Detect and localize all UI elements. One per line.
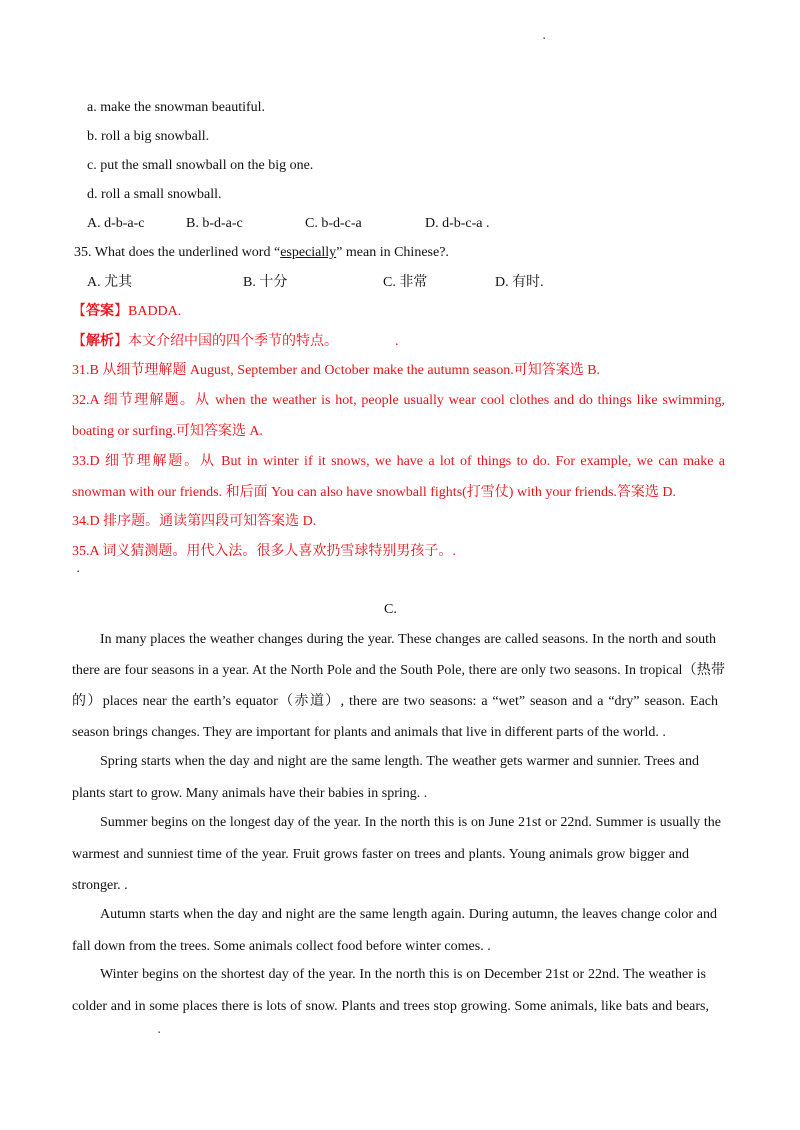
- analysis-text: 本文介绍中国的四个季节的特点。: [128, 334, 338, 349]
- q34-option-d-text: D. d-b-c-a: [425, 216, 483, 231]
- answer-bracket-right: 】: [114, 304, 128, 319]
- q35-question: [74, 244, 449, 262]
- paragraph-3-line-1: Summer begins on the longest day of the year. In the north this is on June 21st or 22nd. Summer is usually the: [100, 815, 721, 830]
- q34-step-c: c. put the small snowball on the big one.: [87, 158, 314, 173]
- explanation-34: 34.D 排序题。通读第四段可知答案选 D.: [72, 514, 317, 529]
- explanation-31: 31.B 从细节理解题 August, September and October make the autumn season.可知答案选 B.: [72, 363, 601, 378]
- paragraph-5-line-2: colder and in some places there is lots of snow. Plants and trees stop growing. Some animals, like bats and bears,: [72, 999, 709, 1014]
- paragraph-5-line-1: Winter begins on the shortest day of the year. In the north this is on December 21st or 22nd. The weather is: [100, 967, 706, 982]
- paragraph-1-line-3: 的）places near the earth’s equator（赤道）, there are two seasons: a “wet” season and a “dry” season. Each: [72, 694, 718, 709]
- answer-label: 答案: [86, 304, 114, 319]
- analysis-label: 解析: [86, 334, 114, 349]
- answer-line: [72, 303, 181, 321]
- analysis-tail: .: [395, 334, 399, 349]
- explanation-33-line-1: 33.D 细节理解题。从 But in winter if it snows, we have a lot of things to do. For example, we can make a: [72, 454, 725, 469]
- paragraph-3-line-3: stronger. .: [72, 878, 128, 893]
- analysis-bracket-right: 】: [114, 334, 128, 349]
- q34-option-d: [425, 215, 490, 233]
- passage-title: C.: [384, 602, 397, 617]
- q35-suffix: ” mean in Chinese?.: [336, 245, 449, 260]
- explanation-32-line-1: 32.A 细节理解题。从 when the weather is hot, people usually wear cool clothes and do things like swimming,: [72, 393, 725, 408]
- answer-bracket-left: 【: [72, 304, 86, 319]
- q34-step-a: a. make the snowman beautiful.: [87, 100, 266, 115]
- paragraph-4-line-1: Autumn starts when the day and night are the same length again. During autumn, the leaves change color and: [100, 907, 717, 922]
- paragraph-2-line-1: Spring starts when the day and night are the same length. The weather gets warmer and sunnier. Trees and: [100, 754, 699, 769]
- q34-step-b: b. roll a big snowball.: [87, 129, 210, 144]
- q34-option-c: C. b-d-c-a: [305, 216, 362, 231]
- q35-option-a: A. 尤其: [87, 275, 133, 290]
- paragraph-1-line-2: there are four seasons in a year. At the North Pole and the South Pole, there are only two seasons. In tropical（热带: [72, 663, 725, 678]
- q35-option-b: B. 十分: [243, 275, 288, 290]
- paragraph-3-line-2: warmest and sunniest time of the year. Fruit grows faster on trees and plants. Young animals grow bigger and: [72, 847, 689, 862]
- paragraph-4-line-2: fall down from the trees. Some animals collect food before winter comes. .: [72, 939, 491, 954]
- explanation-33-line-2: snowman with our friends. 和后面 You can also have snowball fights(打雪仗) with your friends.答案选 D.: [72, 485, 677, 500]
- answer-value: BADDA.: [128, 304, 182, 319]
- analysis-bracket-left: 【: [72, 334, 86, 349]
- paragraph-1-line-4: season brings changes. They are important for plants and animals that live in different parts of the world. .: [72, 725, 666, 740]
- header-mark: ▪: [543, 36, 546, 42]
- footer-mark: ▪: [158, 1030, 161, 1036]
- q34-option-b: B. b-d-a-c: [186, 216, 243, 231]
- paragraph-1-line-1: In many places the weather changes during the year. These changes are called seasons. In the north and south: [100, 632, 716, 647]
- small-mark: ▪: [77, 569, 80, 575]
- q35-prefix: 35. What does the underlined word “: [74, 245, 281, 260]
- q35-underlined-word: especially: [280, 245, 337, 260]
- q35-option-d: D. 有时.: [495, 275, 544, 290]
- explanation-32-line-2: boating or surfing.可知答案选 A.: [72, 424, 263, 439]
- analysis-line: [72, 333, 338, 351]
- q35-option-c: C. 非常: [383, 275, 428, 290]
- q34-option-tail: .: [486, 216, 490, 231]
- paragraph-2-line-2: plants start to grow. Many animals have their babies in spring. .: [72, 786, 428, 801]
- q34-step-d: d. roll a small snowball.: [87, 187, 222, 202]
- q34-option-a: A. d-b-a-c: [87, 216, 145, 231]
- explanation-35: 35.A 词义猜测题。用代入法。很多人喜欢扔雪球特别男孩子。.: [72, 544, 456, 559]
